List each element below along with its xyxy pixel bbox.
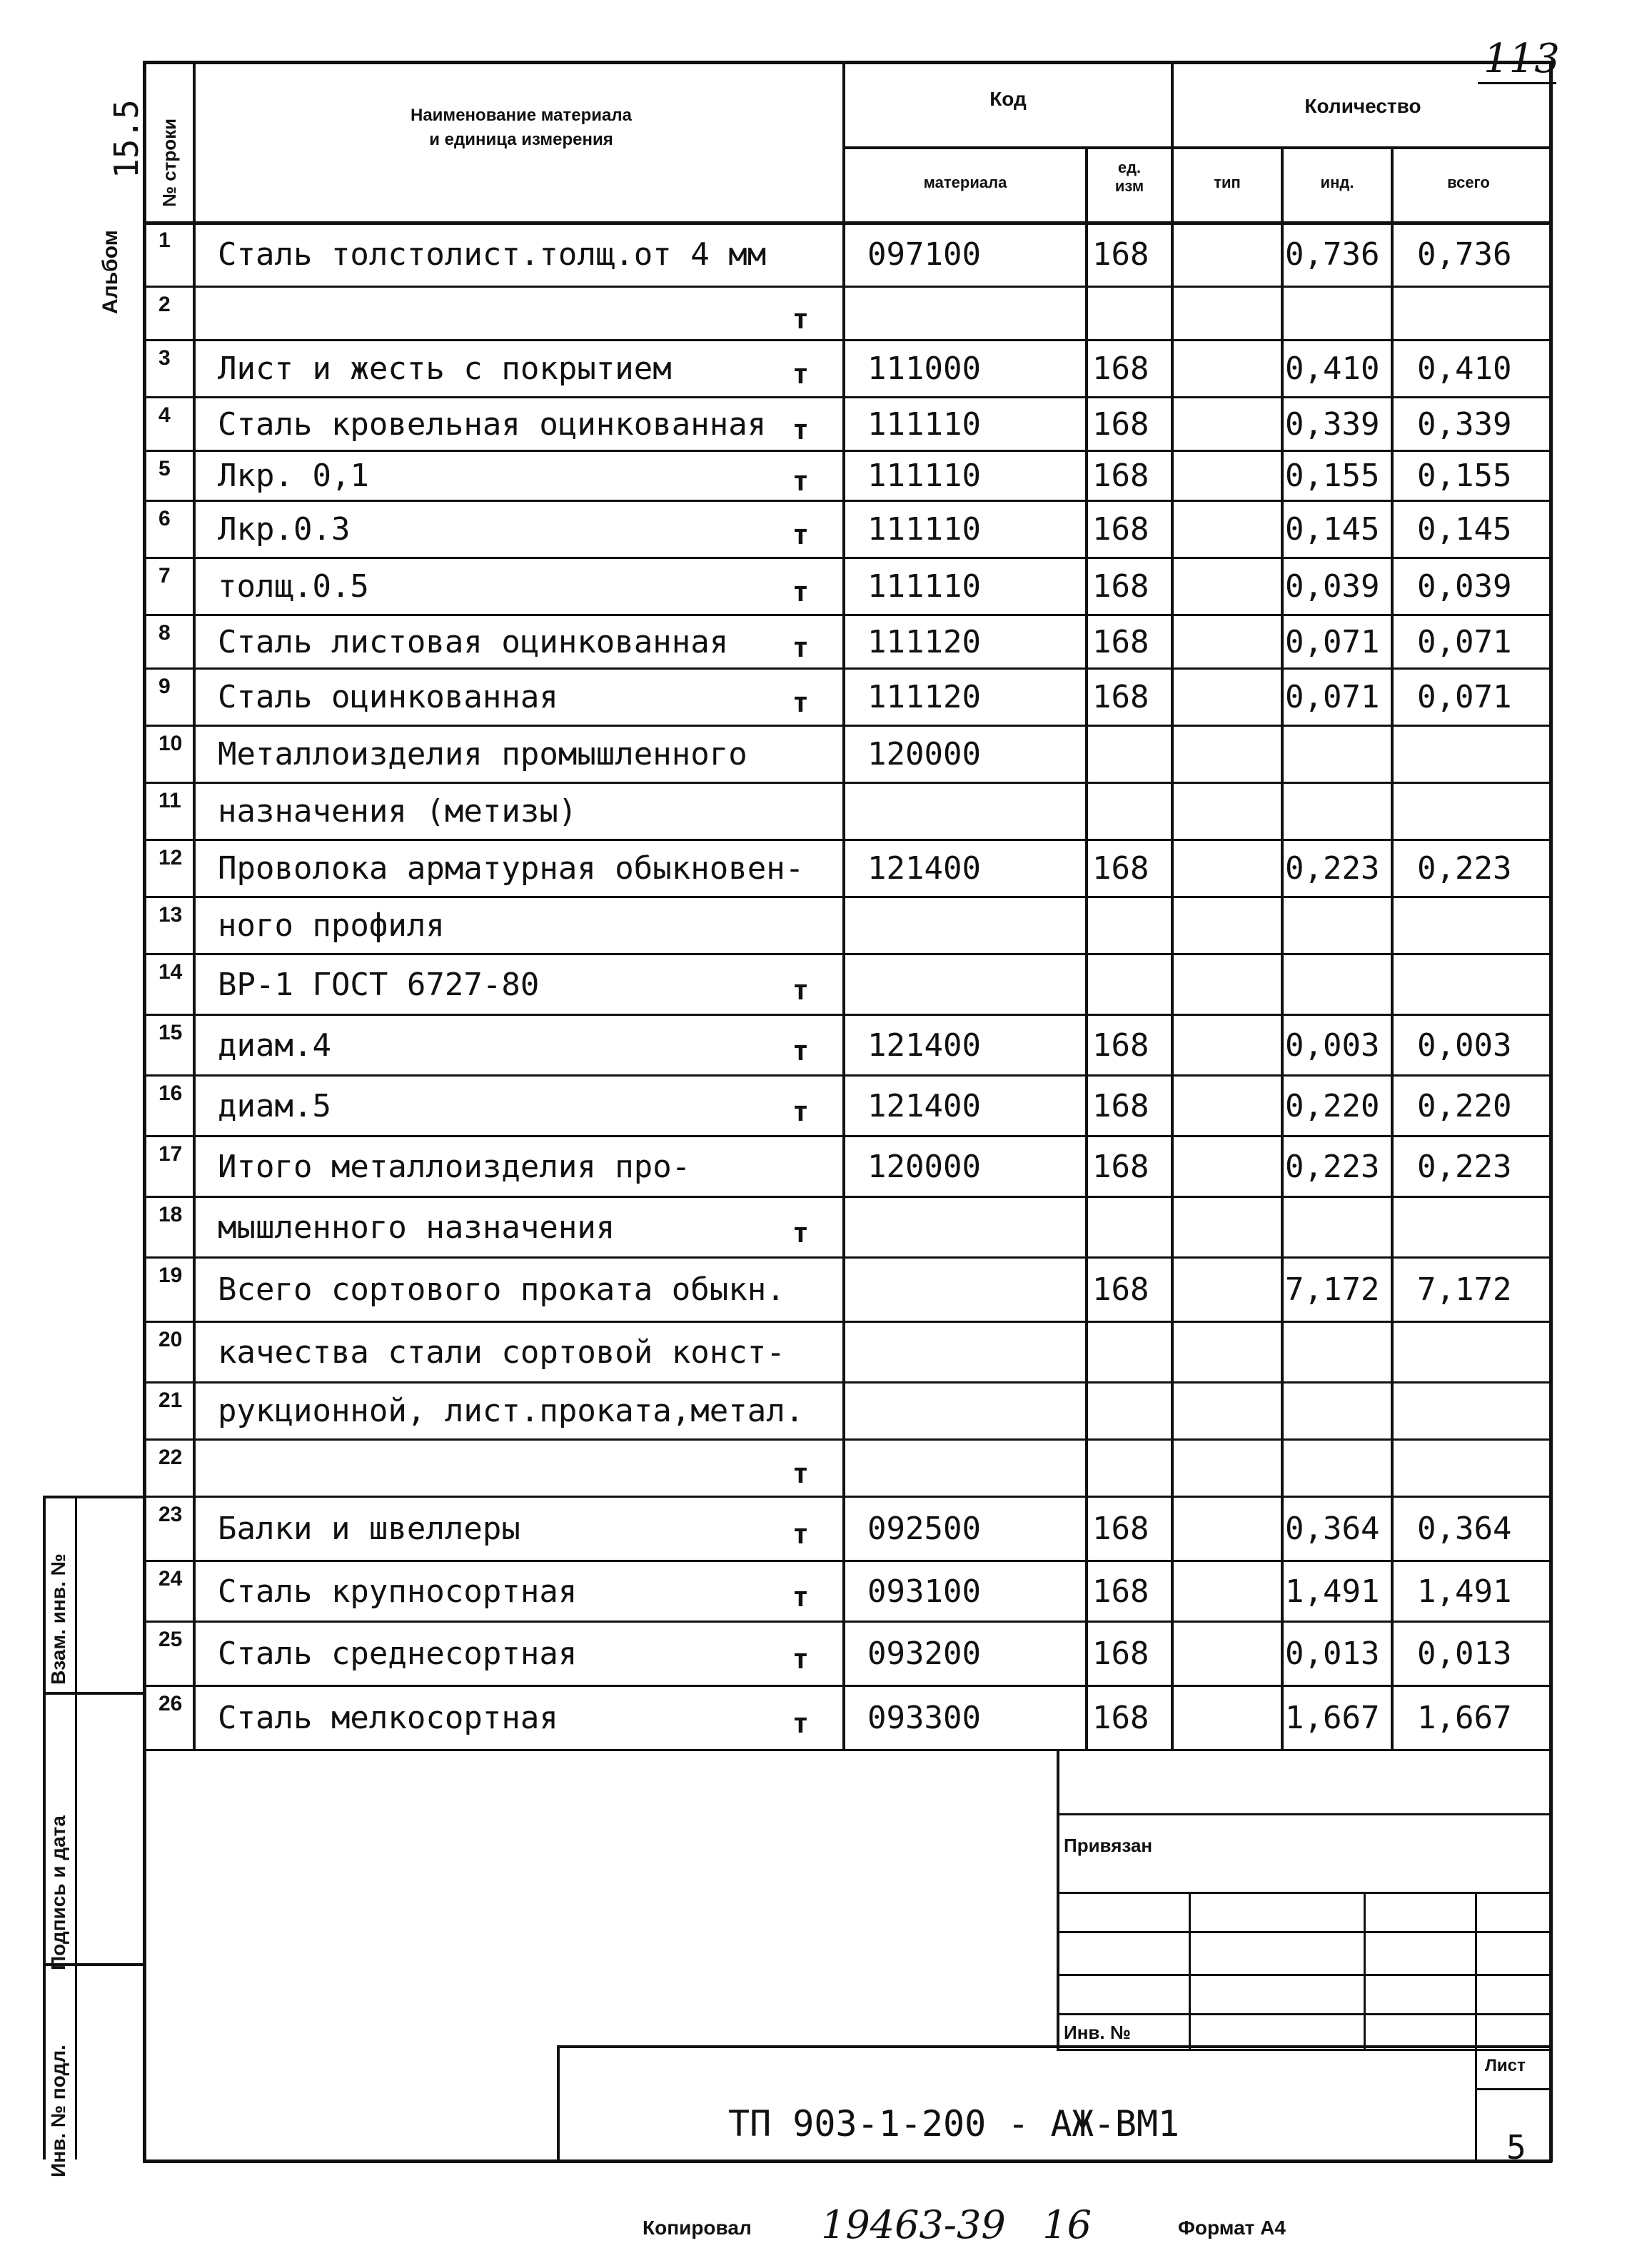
unit-word: т [792, 974, 809, 1006]
row-number: 10 [158, 732, 183, 755]
quantity-total: 0,145 [1417, 511, 1512, 548]
header-quantity: Количество [1304, 95, 1421, 117]
material-code: 121400 [867, 1088, 981, 1124]
material-code: 093200 [867, 1636, 981, 1672]
unit-word: т [792, 1035, 809, 1067]
unit-word: т [792, 576, 809, 608]
material-name: Металлоизделия промышленного [218, 736, 747, 772]
grid-line-h [842, 146, 1549, 149]
quantity-ind: 0,039 [1285, 568, 1380, 605]
row-number: 20 [158, 1328, 183, 1351]
material-name: диам.4 [218, 1027, 331, 1064]
header-ind: инд. [1320, 173, 1354, 191]
row-number: 24 [158, 1567, 183, 1591]
material-code: 121400 [867, 850, 981, 887]
quantity-total: 7,172 [1417, 1271, 1512, 1308]
grid-line-v [1057, 1749, 1059, 2049]
quantity-ind: 0,145 [1285, 511, 1380, 548]
material-name: толщ.0.5 [218, 568, 369, 605]
material-name: ного профиля [218, 907, 445, 944]
grid-line-h [143, 1685, 1552, 1687]
unit-code: 168 [1092, 1027, 1149, 1064]
quantity-total: 0,364 [1417, 1511, 1512, 1547]
material-name: Сталь оцинкованная [218, 679, 558, 715]
unit-word: т [792, 1708, 809, 1739]
quantity-ind: 0,223 [1285, 1149, 1380, 1185]
row-number: 11 [158, 789, 181, 812]
grid-line-v [43, 1496, 46, 2159]
row-number: 22 [158, 1446, 183, 1469]
material-name: Лист и жесть с покрытием [218, 351, 672, 387]
material-name: качества стали сортовой конст- [218, 1334, 785, 1371]
row-number: 18 [158, 1203, 183, 1226]
material-name: диам.5 [218, 1088, 331, 1124]
unit-word: т [792, 519, 809, 550]
grid-line-v [1391, 146, 1394, 1749]
quantity-total: 0,736 [1417, 236, 1512, 273]
grid-line-h [43, 1496, 143, 1498]
row-number: 16 [158, 1082, 183, 1105]
grid-line-h [143, 1749, 1552, 1751]
sheet-number: 5 [1506, 2128, 1526, 2167]
quantity-ind: 0,155 [1285, 458, 1380, 494]
unit-code: 168 [1092, 236, 1149, 273]
row-number: 6 [158, 507, 171, 530]
privyazan-label: Привязан [1064, 1835, 1153, 1856]
quantity-ind: 0,220 [1285, 1088, 1380, 1124]
material-name: Сталь листовая оцинкованная [218, 624, 729, 660]
row-number: 13 [158, 903, 183, 927]
grid-line-h [143, 339, 1552, 341]
unit-code: 168 [1092, 351, 1149, 387]
grid-line-v [75, 1496, 77, 2159]
grid-line-h [143, 396, 1552, 398]
grid-line-h [143, 1438, 1552, 1441]
grid-line-v [1189, 1892, 1191, 2049]
copied-label: Копировал [643, 2217, 752, 2239]
material-name: ВР-1 ГОСТ 6727-80 [218, 967, 540, 1003]
quantity-ind: 0,003 [1285, 1027, 1380, 1064]
quantity-total: 0,223 [1417, 1149, 1512, 1185]
unit-word: т [792, 1581, 809, 1613]
material-name: назначения (метизы) [218, 793, 578, 830]
row-number: 8 [158, 621, 171, 645]
unit-code: 168 [1092, 1573, 1149, 1610]
material-name: Сталь мелкосортная [218, 1700, 558, 1736]
grid-line-h [143, 1621, 1552, 1623]
row-number: 26 [158, 1692, 183, 1715]
row-number: 12 [158, 846, 183, 870]
unit-word: т [792, 1643, 809, 1675]
quantity-ind: 7,172 [1285, 1271, 1380, 1308]
header-name: Наименование материала и единица измерения [410, 106, 632, 149]
row-number: 4 [158, 403, 171, 427]
grid-line-v [143, 61, 146, 2159]
unit-code: 168 [1092, 624, 1149, 660]
unit-word: т [792, 465, 809, 497]
quantity-ind: 0,736 [1285, 236, 1380, 273]
inv-podl-label: Инв. № подл. [47, 2045, 69, 2177]
quantity-total: 0,003 [1417, 1027, 1512, 1064]
material-name: Балки и швеллеры [218, 1511, 520, 1547]
material-code: 111110 [867, 511, 981, 548]
unit-word: т [792, 1217, 809, 1249]
material-code: 093300 [867, 1700, 981, 1736]
material-code: 097100 [867, 236, 981, 273]
material-name: Проволока арматурная обыкновен- [218, 850, 805, 887]
quantity-ind: 0,013 [1285, 1636, 1380, 1672]
material-name: Лкр.0.3 [218, 511, 351, 548]
material-code: 120000 [867, 736, 981, 772]
grid-line-h [143, 1496, 1552, 1498]
quantity-total: 0,220 [1417, 1088, 1512, 1124]
grid-line-h [143, 2159, 1552, 2163]
grid-line-v [1364, 1892, 1366, 2049]
header-type: тип [1214, 173, 1241, 191]
unit-word: т [792, 1458, 809, 1489]
quantity-total: 0,155 [1417, 458, 1512, 494]
page-number-top: 113 [1484, 36, 1560, 82]
grid-line-h [143, 896, 1552, 898]
quantity-total: 0,071 [1417, 679, 1512, 715]
material-code: 121400 [867, 1027, 981, 1064]
material-code: 093100 [867, 1573, 981, 1610]
grid-line-h [143, 557, 1552, 559]
row-number: 5 [158, 457, 171, 480]
material-code: 111000 [867, 351, 981, 387]
quantity-ind: 1,491 [1285, 1573, 1380, 1610]
grid-line-h [143, 614, 1552, 616]
row-number: 3 [158, 346, 171, 370]
grid-line-h [143, 1074, 1552, 1077]
unit-code: 168 [1092, 406, 1149, 443]
row-number: 1 [158, 228, 171, 252]
material-name: Сталь толстолист.толщ.от 4 мм [218, 236, 767, 273]
format-label: Формат А4 [1178, 2217, 1286, 2239]
header-material: материала [923, 173, 1007, 191]
grid-line-h [143, 500, 1552, 502]
material-code: 120000 [867, 1149, 981, 1185]
grid-line-h [557, 2045, 1549, 2048]
grid-line-h [43, 1692, 143, 1695]
grid-line-h [143, 1196, 1552, 1198]
inv-no-label: Инв. № [1064, 2022, 1131, 2043]
quantity-total: 0,223 [1417, 850, 1512, 887]
grid-line-h [143, 1381, 1552, 1384]
grid-line-h [143, 286, 1552, 288]
material-name: мышленного назначения [218, 1209, 615, 1246]
row-number: 2 [158, 293, 171, 316]
unit-word: т [792, 414, 809, 445]
row-number: 15 [158, 1021, 183, 1044]
unit-code: 168 [1092, 1149, 1149, 1185]
material-name: Сталь крупносортная [218, 1573, 578, 1610]
grid-line-h [143, 221, 1552, 225]
row-number: 17 [158, 1142, 183, 1166]
row-number: 9 [158, 675, 171, 698]
grid-line-h [143, 1014, 1552, 1016]
row-number: 23 [158, 1503, 183, 1526]
quantity-ind: 1,667 [1285, 1700, 1380, 1736]
row-number: 25 [158, 1628, 183, 1651]
grid-line-h [143, 1321, 1552, 1323]
quantity-ind: 0,223 [1285, 850, 1380, 887]
unit-word: т [792, 1518, 809, 1550]
grid-line-h [143, 839, 1552, 841]
quantity-total: 0,013 [1417, 1636, 1512, 1672]
unit-code: 168 [1092, 679, 1149, 715]
album-number: 15.5 [107, 99, 146, 178]
unit-word: т [792, 303, 809, 335]
material-name: Итого металлоизделия про- [218, 1149, 691, 1185]
copy-handwritten-number: 19463-39 16 [821, 2202, 1092, 2247]
grid-line-h [143, 953, 1552, 955]
material-name: Лкр. 0,1 [218, 458, 369, 494]
unit-code: 168 [1092, 1271, 1149, 1308]
unit-code: 168 [1092, 850, 1149, 887]
quantity-ind: 0,410 [1285, 351, 1380, 387]
grid-line-h [143, 450, 1552, 452]
vzam-inv-label: Взам. инв. № [47, 1553, 69, 1685]
unit-code: 168 [1092, 458, 1149, 494]
material-code: 111120 [867, 679, 981, 715]
material-name: Сталь среднесортная [218, 1636, 578, 1672]
header-code: Код [989, 88, 1027, 110]
material-code: 111110 [867, 406, 981, 443]
quantity-ind: 0,364 [1285, 1511, 1380, 1547]
unit-code: 168 [1092, 511, 1149, 548]
grid-line-h [1057, 1813, 1549, 1815]
unit-code: 168 [1092, 1511, 1149, 1547]
grid-line-v [1549, 61, 1553, 2162]
unit-word: т [792, 358, 809, 390]
quantity-ind: 0,071 [1285, 624, 1380, 660]
material-code: 092500 [867, 1511, 981, 1547]
material-code: 111110 [867, 568, 981, 605]
quantity-total: 0,071 [1417, 624, 1512, 660]
signature-date-label: Подпись и дата [47, 1815, 69, 1970]
material-code: 111120 [867, 624, 981, 660]
page-number-underline [1478, 82, 1556, 84]
row-number: 19 [158, 1264, 183, 1287]
grid-line-h [143, 1560, 1552, 1562]
grid-line-h [1475, 2088, 1549, 2090]
unit-code: 168 [1092, 1636, 1149, 1672]
album-label: Альбом [99, 230, 122, 314]
grid-line-v [557, 2045, 560, 2159]
grid-line-h [143, 1256, 1552, 1259]
unit-word: т [792, 1096, 809, 1127]
grid-line-h [143, 782, 1552, 784]
unit-word: т [792, 687, 809, 718]
quantity-total: 0,339 [1417, 406, 1512, 443]
quantity-total: 1,667 [1417, 1700, 1512, 1736]
header-row-no: № строки [158, 118, 180, 207]
grid-line-h [143, 667, 1552, 670]
unit-code: 168 [1092, 1700, 1149, 1736]
quantity-total: 0,410 [1417, 351, 1512, 387]
document-designation: ТП 903-1-200 - АЖ-ВМ1 [728, 2103, 1180, 2144]
quantity-ind: 0,339 [1285, 406, 1380, 443]
sheet-label: Лист [1485, 2056, 1526, 2075]
grid-line-h [143, 1135, 1552, 1137]
row-number: 7 [158, 564, 171, 588]
grid-line-v [1085, 146, 1088, 1749]
quantity-total: 0,039 [1417, 568, 1512, 605]
header-unit: ед. изм [1114, 158, 1144, 195]
quantity-ind: 0,071 [1285, 679, 1380, 715]
grid-line-v [1475, 1892, 1477, 2159]
unit-code: 168 [1092, 1088, 1149, 1124]
row-number: 21 [158, 1388, 183, 1412]
row-number: 14 [158, 960, 183, 984]
grid-line-v [1281, 146, 1284, 1749]
material-name: рукционной, лист.проката,метал. [218, 1393, 805, 1429]
grid-line-h [143, 725, 1552, 727]
quantity-total: 1,491 [1417, 1573, 1512, 1610]
material-code: 111110 [867, 458, 981, 494]
material-name: Сталь кровельная оцинкованная [218, 406, 767, 443]
unit-word: т [792, 632, 809, 663]
header-total: всего [1447, 173, 1490, 191]
material-name: Всего сортового проката обыкн. [218, 1271, 785, 1308]
unit-code: 168 [1092, 568, 1149, 605]
grid-line-h [143, 61, 1552, 64]
